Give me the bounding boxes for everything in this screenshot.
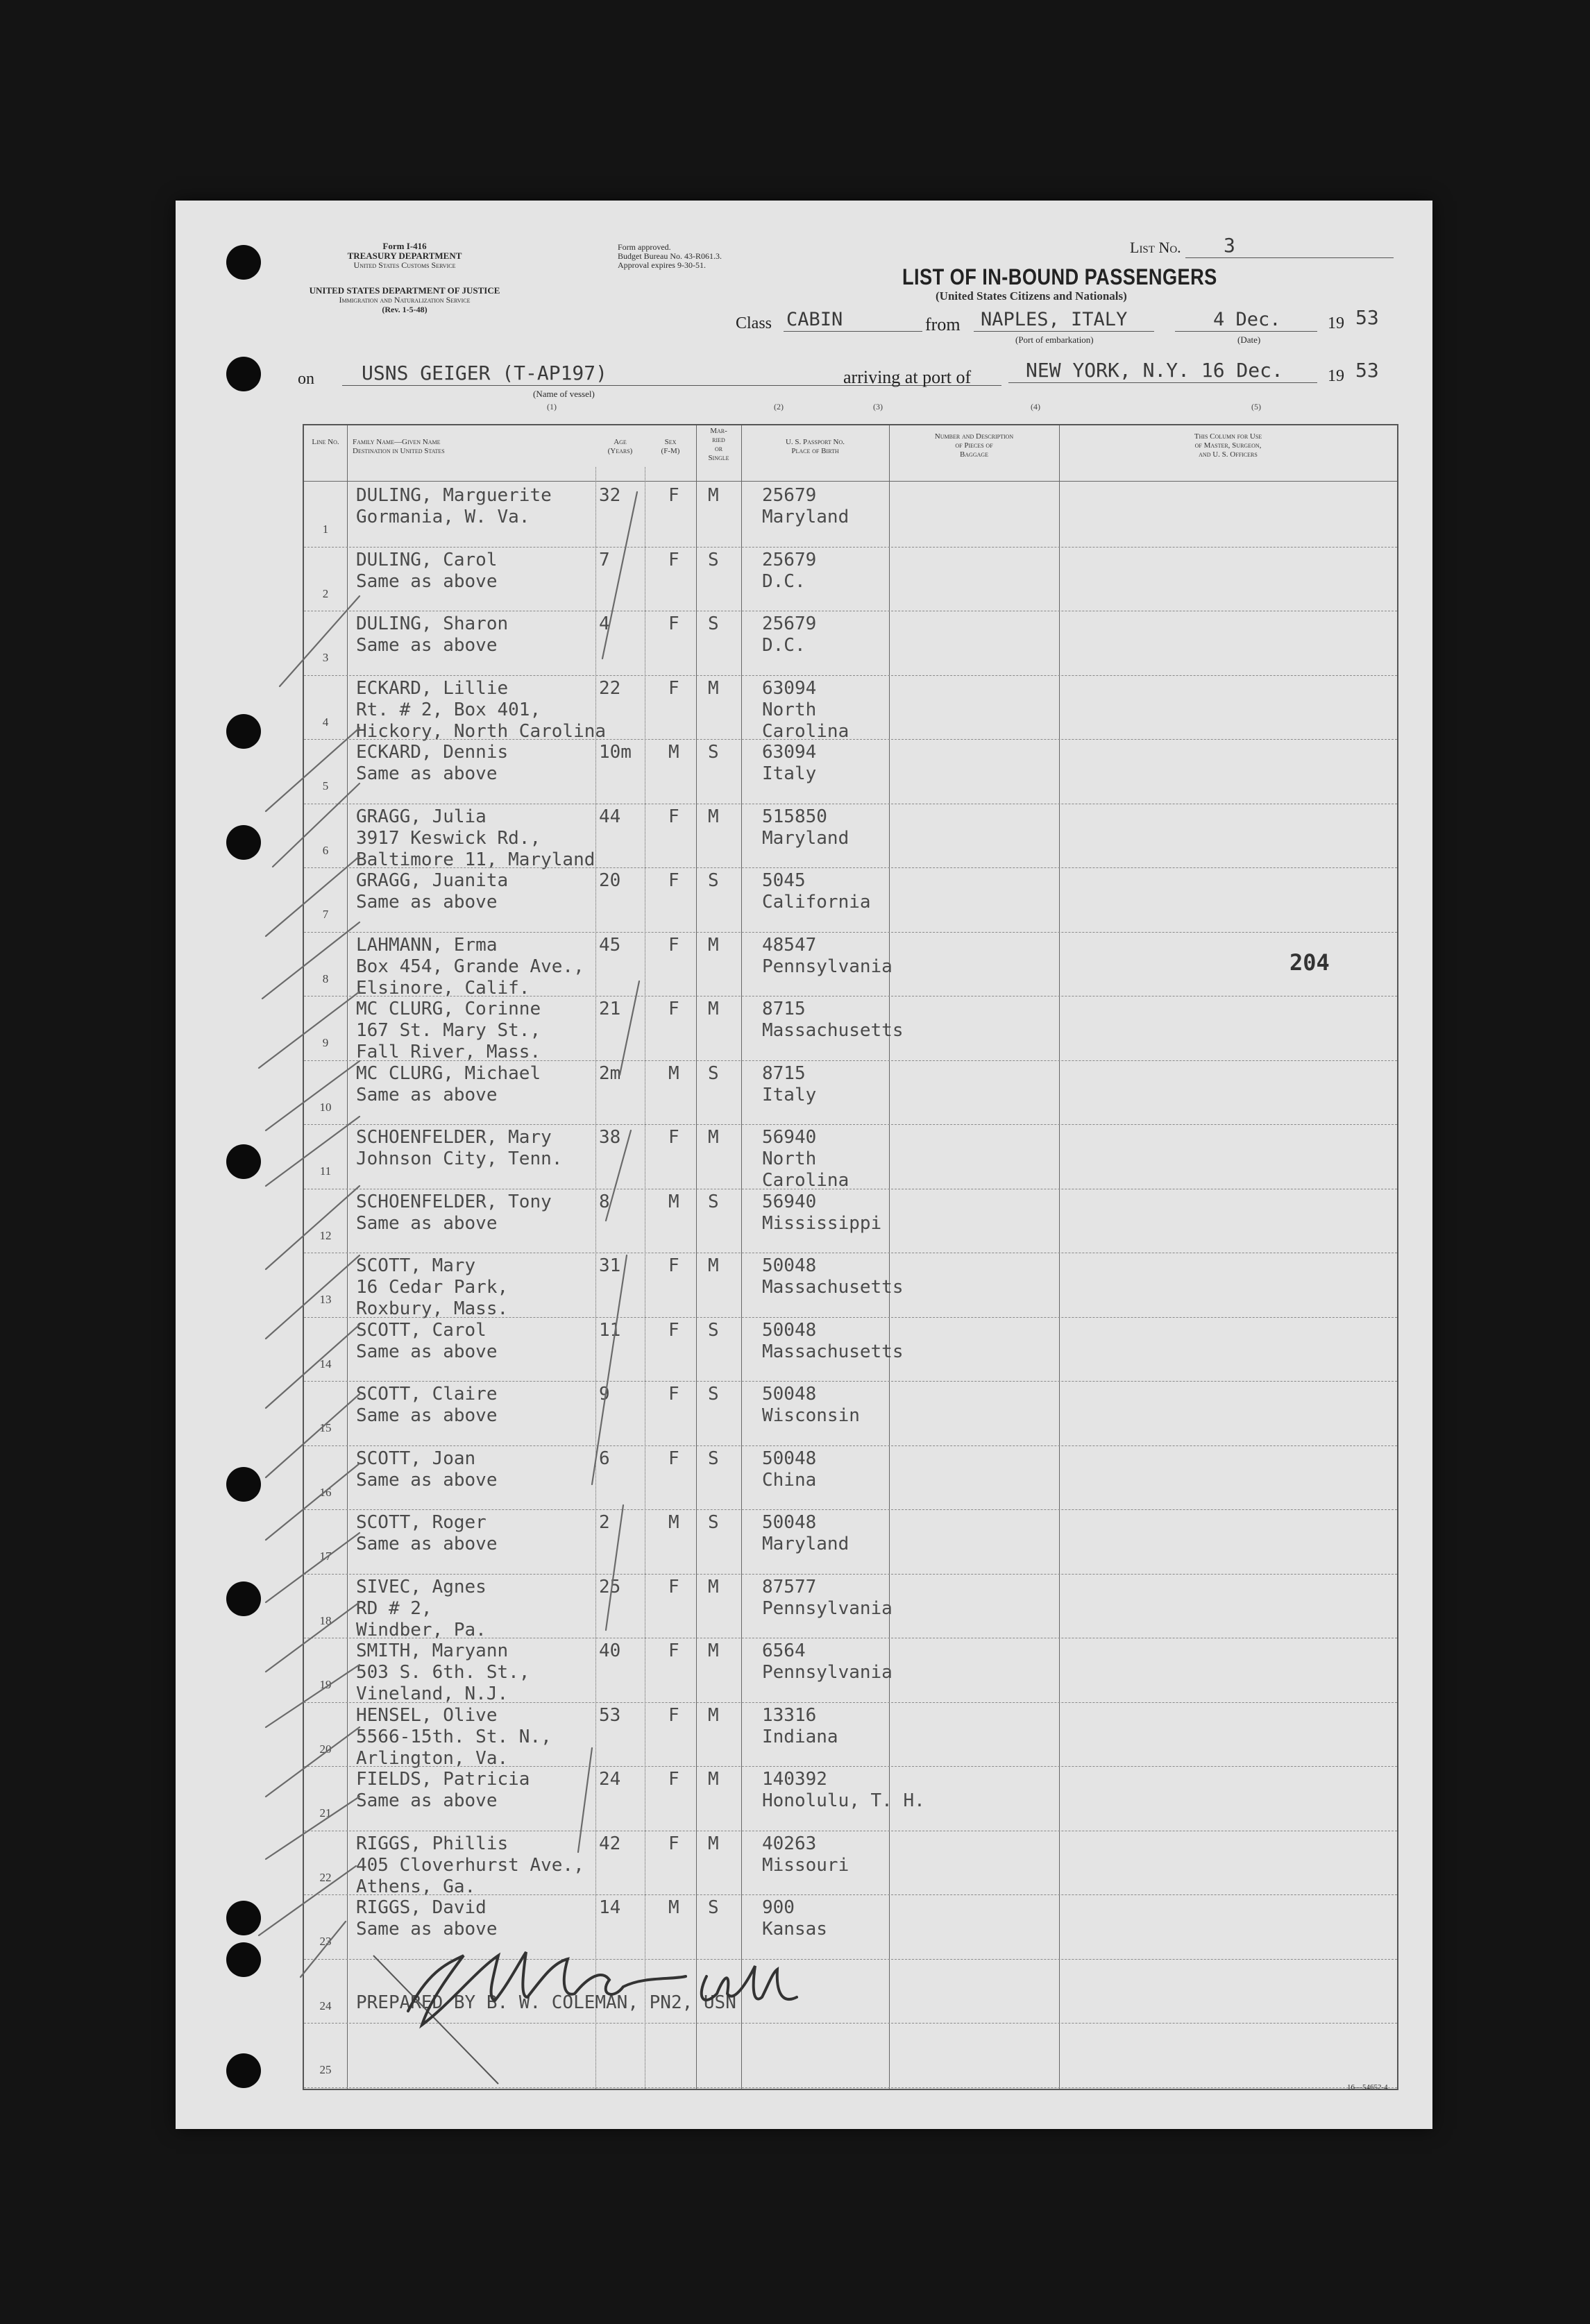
passenger-sex: M bbox=[668, 1897, 679, 1918]
line-number: 17 bbox=[319, 1550, 332, 1563]
dept-justice-sub: Immigration and Naturalization Service bbox=[339, 295, 471, 305]
passport-birthplace: 515850 Maryland bbox=[762, 806, 849, 849]
line-number: 3 bbox=[322, 651, 329, 664]
passenger-name: ECKARD, Lillie Rt. # 2, Box 401, Hickory, North Carolina bbox=[356, 677, 607, 742]
passport-birthplace: 50048 Massachusetts bbox=[762, 1255, 904, 1298]
page-subtitle: (United States Citizens and Nationals) bbox=[936, 289, 1127, 303]
passenger-sex: F bbox=[668, 1448, 679, 1469]
list-number-label: List No. bbox=[1130, 239, 1181, 256]
passenger-name: SCOTT, Roger Same as above bbox=[356, 1512, 498, 1554]
line-number: 25 bbox=[319, 2063, 332, 2076]
year-prefix-1: 19 bbox=[1328, 314, 1344, 332]
line-number: 2 bbox=[322, 586, 329, 600]
column-number-3: (3) bbox=[873, 402, 883, 412]
arriving-label: arriving at port of bbox=[843, 367, 972, 387]
line-number: 12 bbox=[319, 1228, 332, 1242]
passenger-sex: F bbox=[668, 870, 679, 891]
passenger-age: 14 bbox=[599, 1897, 621, 1918]
line-number: 7 bbox=[322, 908, 329, 921]
marital-status: M bbox=[708, 1640, 719, 1661]
line-number: 22 bbox=[319, 1870, 332, 1884]
line-number: 14 bbox=[319, 1357, 332, 1371]
passport-birthplace: 87577 Pennsylvania bbox=[762, 1576, 893, 1619]
marital-status: S bbox=[708, 1319, 719, 1341]
passport-birthplace: 50048 Maryland bbox=[762, 1512, 849, 1554]
passport-birthplace: 40263 Missouri bbox=[762, 1833, 849, 1876]
column-number-5: (5) bbox=[1251, 402, 1261, 412]
line-number: 5 bbox=[322, 779, 329, 792]
col-header-sex: Sex (F-M) bbox=[661, 438, 680, 455]
marital-status: M bbox=[708, 1255, 719, 1276]
col-header-line: Line No. bbox=[312, 438, 339, 446]
col-header-officers: This Column for Use of Master, Surgeon, and U. S. Officers bbox=[1194, 432, 1262, 459]
page-title: LIST OF IN-BOUND PASSENGERS bbox=[902, 264, 1217, 289]
passenger-age: 31 bbox=[599, 1255, 621, 1276]
form-number: Form I-416 bbox=[382, 241, 427, 251]
passenger-name: HENSEL, Olive 5566-15th. St. N., Arlington, Va. bbox=[356, 1704, 552, 1769]
passenger-name: SCOTT, Joan Same as above bbox=[356, 1448, 498, 1491]
marital-status: M bbox=[708, 1704, 719, 1726]
line-number: 23 bbox=[319, 1935, 332, 1948]
passenger-name: LAHMANN, Erma Box 454, Grande Ave., Elsinore, Calif. bbox=[356, 934, 584, 999]
line-number: 24 bbox=[319, 1999, 332, 2012]
passenger-sex: F bbox=[668, 934, 679, 956]
passenger-name: DULING, Marguerite Gormania, W. Va. bbox=[356, 485, 552, 527]
passenger-age: 2 bbox=[599, 1512, 610, 1533]
passenger-sex: F bbox=[668, 1319, 679, 1341]
passenger-name: MC CLURG, Corinne 167 St. Mary St., Fall River, Mass. bbox=[356, 999, 541, 1062]
column-number-4: (4) bbox=[1031, 402, 1040, 412]
class-label: Class bbox=[736, 314, 772, 332]
col-header-baggage: Number and Description of Pieces of Baggage bbox=[934, 432, 1014, 459]
passport-birthplace: 56940 Mississippi bbox=[762, 1191, 882, 1234]
passenger-age: 2m bbox=[599, 1062, 621, 1084]
year-1: 53 bbox=[1355, 306, 1379, 329]
form-code: 16—54652-4 bbox=[1347, 2083, 1388, 2092]
list-number: 3 bbox=[1224, 234, 1235, 257]
line-number: 15 bbox=[319, 1421, 332, 1434]
passenger-sex: F bbox=[668, 1769, 679, 1790]
passenger-age: 20 bbox=[599, 870, 621, 891]
passport-birthplace: 56940 North Carolina bbox=[762, 1127, 849, 1191]
officer-note: 204 bbox=[1289, 949, 1330, 976]
passenger-sex: F bbox=[668, 1127, 679, 1148]
passenger-name: SCOTT, Mary 16 Cedar Park, Roxbury, Mass. bbox=[356, 1255, 509, 1319]
departure-date: 4 Dec. bbox=[1213, 309, 1281, 330]
passport-birthplace: 50048 China bbox=[762, 1448, 817, 1491]
passenger-age: 11 bbox=[599, 1319, 621, 1341]
marital-status: S bbox=[708, 613, 719, 634]
marital-status: M bbox=[708, 806, 719, 827]
passenger-sex: F bbox=[668, 549, 679, 570]
passenger-sex: F bbox=[668, 806, 679, 827]
passenger-sex: F bbox=[668, 613, 679, 634]
marital-status: S bbox=[708, 1062, 719, 1084]
on-label: on bbox=[298, 370, 314, 388]
line-number: 9 bbox=[322, 1036, 329, 1049]
embarkation-port: NAPLES, ITALY bbox=[981, 309, 1128, 330]
marital-status: M bbox=[708, 934, 719, 956]
passenger-age: 4 bbox=[599, 613, 610, 634]
passport-birthplace: 5045 California bbox=[762, 870, 871, 913]
marital-status: S bbox=[708, 1448, 719, 1469]
passport-birthplace: 25679 Maryland bbox=[762, 485, 849, 527]
col-header-married: Mar- ried or Single bbox=[708, 427, 729, 462]
col-header-name: Family Name—Given Name Destination in United States bbox=[353, 438, 445, 455]
passport-birthplace: 13316 Indiana bbox=[762, 1704, 838, 1747]
dept-treasury: TREASURY DEPARTMENT bbox=[347, 251, 462, 261]
passenger-sex: F bbox=[668, 1640, 679, 1661]
arrival-port-date: NEW YORK, N.Y. 16 Dec. bbox=[1026, 359, 1283, 382]
marital-status: M bbox=[708, 485, 719, 506]
line-number: 1 bbox=[322, 523, 329, 536]
marital-status: M bbox=[708, 1576, 719, 1597]
passenger-sex: F bbox=[668, 677, 679, 699]
passenger-age: 9 bbox=[599, 1384, 610, 1405]
passport-birthplace: 25679 D.C. bbox=[762, 613, 817, 656]
passenger-sex: F bbox=[668, 1255, 679, 1276]
passport-birthplace: 8715 Massachusetts bbox=[762, 999, 904, 1041]
passenger-sex: M bbox=[668, 742, 679, 763]
line-number: 13 bbox=[319, 1293, 332, 1306]
line-number: 18 bbox=[319, 1613, 332, 1627]
pencil-marks bbox=[176, 201, 1432, 2129]
passenger-sex: M bbox=[668, 1062, 679, 1084]
passenger-sex: F bbox=[668, 1704, 679, 1726]
passport-birthplace: 8715 Italy bbox=[762, 1062, 817, 1105]
passenger-age: 42 bbox=[599, 1833, 621, 1854]
line-number: 4 bbox=[322, 715, 329, 729]
dept-justice: UNITED STATES DEPARTMENT OF JUSTICE bbox=[309, 285, 500, 296]
passenger-name: SMITH, Maryann 503 S. 6th. St., Vineland, N.J. bbox=[356, 1640, 530, 1704]
passenger-age: 44 bbox=[599, 806, 621, 827]
passenger-age: 53 bbox=[599, 1704, 621, 1726]
col-header-passport: U. S. Passport No. Place of Birth bbox=[785, 438, 845, 455]
class-value: CABIN bbox=[786, 309, 843, 330]
marital-status: M bbox=[708, 677, 719, 699]
passenger-age: 22 bbox=[599, 677, 621, 699]
marital-status: S bbox=[708, 1512, 719, 1533]
from-label: from bbox=[925, 314, 961, 334]
passenger-sex: F bbox=[668, 1384, 679, 1405]
passenger-age: 21 bbox=[599, 999, 621, 1019]
passport-birthplace: 50048 Wisconsin bbox=[762, 1384, 860, 1426]
marital-status: S bbox=[708, 1384, 719, 1405]
passenger-name: DULING, Carol Same as above bbox=[356, 549, 498, 592]
marital-status: S bbox=[708, 870, 719, 891]
passenger-age: 25 bbox=[599, 1576, 621, 1597]
passport-birthplace: 63094 North Carolina bbox=[762, 677, 849, 742]
passenger-name: SIVEC, Agnes RD # 2, Windber, Pa. bbox=[356, 1576, 487, 1640]
line-number: 6 bbox=[322, 843, 329, 857]
passenger-age: 24 bbox=[599, 1769, 621, 1790]
passenger-name: MC CLURG, Michael Same as above bbox=[356, 1062, 541, 1105]
marital-status: M bbox=[708, 1769, 719, 1790]
marital-status: S bbox=[708, 1897, 719, 1918]
marital-status: M bbox=[708, 999, 719, 1019]
passenger-age: 38 bbox=[599, 1127, 621, 1148]
passport-birthplace: 900 Kansas bbox=[762, 1897, 827, 1940]
vessel-name: USNS GEIGER (T-AP197) bbox=[362, 362, 608, 384]
line-number: 8 bbox=[322, 972, 329, 985]
passport-birthplace: 140392 Honolulu, T. H. bbox=[762, 1769, 925, 1811]
passenger-age: 10m bbox=[599, 742, 632, 763]
passenger-name: GRAGG, Juanita Same as above bbox=[356, 870, 509, 913]
passenger-age: 6 bbox=[599, 1448, 610, 1469]
passenger-age: 7 bbox=[599, 549, 610, 570]
passenger-name: RIGGS, Phillis 405 Cloverhurst Ave., Athens, Ga. bbox=[356, 1833, 584, 1897]
manifest-page bbox=[176, 201, 1432, 2129]
passenger-sex: M bbox=[668, 1191, 679, 1212]
passenger-age: 40 bbox=[599, 1640, 621, 1661]
passenger-name: GRAGG, Julia 3917 Keswick Rd., Baltimore 11, Maryland bbox=[356, 806, 595, 870]
approval-line-3: Approval expires 9-30-51. bbox=[618, 260, 706, 270]
passenger-sex: F bbox=[668, 1576, 679, 1597]
marital-status: S bbox=[708, 549, 719, 570]
passenger-name: SCHOENFELDER, Mary Johnson City, Tenn. bbox=[356, 1127, 563, 1169]
marital-status: M bbox=[708, 1127, 719, 1148]
prepared-by: PREPARED BY B. W. COLEMAN, PN2, USN bbox=[356, 1992, 736, 2013]
year-prefix-2: 19 bbox=[1328, 367, 1344, 385]
marital-status: S bbox=[708, 1191, 719, 1212]
passenger-sex: F bbox=[668, 485, 679, 506]
passenger-age: 32 bbox=[599, 485, 621, 506]
passport-birthplace: 6564 Pennsylvania bbox=[762, 1640, 893, 1683]
passport-birthplace: 63094 Italy bbox=[762, 742, 817, 784]
column-number-1: (1) bbox=[547, 402, 557, 412]
approval-line-1: Form approved. bbox=[618, 242, 671, 252]
dept-treasury-sub: United States Customs Service bbox=[353, 260, 456, 270]
form-revision: (Rev. 1-5-48) bbox=[382, 305, 428, 314]
passenger-sex: F bbox=[668, 999, 679, 1019]
passenger-name: SCHOENFELDER, Tony Same as above bbox=[356, 1191, 552, 1234]
line-number: 10 bbox=[319, 1100, 332, 1114]
column-number-2: (2) bbox=[774, 402, 784, 412]
marital-status: M bbox=[708, 1833, 719, 1854]
vessel-caption: (Name of vessel) bbox=[533, 389, 595, 399]
passenger-name: SCOTT, Claire Same as above bbox=[356, 1384, 498, 1426]
passenger-name: RIGGS, David Same as above bbox=[356, 1897, 498, 1940]
line-number: 11 bbox=[319, 1164, 332, 1178]
passport-birthplace: 50048 Massachusetts bbox=[762, 1319, 904, 1362]
passenger-sex: F bbox=[668, 1833, 679, 1854]
date-caption: (Date) bbox=[1237, 334, 1261, 345]
passenger-name: DULING, Sharon Same as above bbox=[356, 613, 509, 656]
passenger-name: ECKARD, Dennis Same as above bbox=[356, 742, 509, 784]
passenger-age: 45 bbox=[599, 934, 621, 956]
passenger-age: 8 bbox=[599, 1191, 610, 1212]
passenger-name: SCOTT, Carol Same as above bbox=[356, 1319, 498, 1362]
year-2: 53 bbox=[1355, 359, 1379, 382]
marital-status: S bbox=[708, 742, 719, 763]
passenger-sex: M bbox=[668, 1512, 679, 1533]
col-header-age: Age (Years) bbox=[607, 438, 633, 455]
line-number: 20 bbox=[319, 1742, 332, 1756]
line-number: 21 bbox=[319, 1806, 332, 1820]
passenger-name: FIELDS, Patricia Same as above bbox=[356, 1769, 530, 1811]
passport-birthplace: 25679 D.C. bbox=[762, 549, 817, 592]
port-caption: (Port of embarkation) bbox=[1015, 334, 1094, 345]
line-number: 19 bbox=[319, 1678, 332, 1691]
passport-birthplace: 48547 Pennsylvania bbox=[762, 934, 893, 977]
line-number: 16 bbox=[319, 1485, 332, 1499]
approval-line-2: Budget Bureau No. 43-R061.3. bbox=[618, 251, 722, 261]
